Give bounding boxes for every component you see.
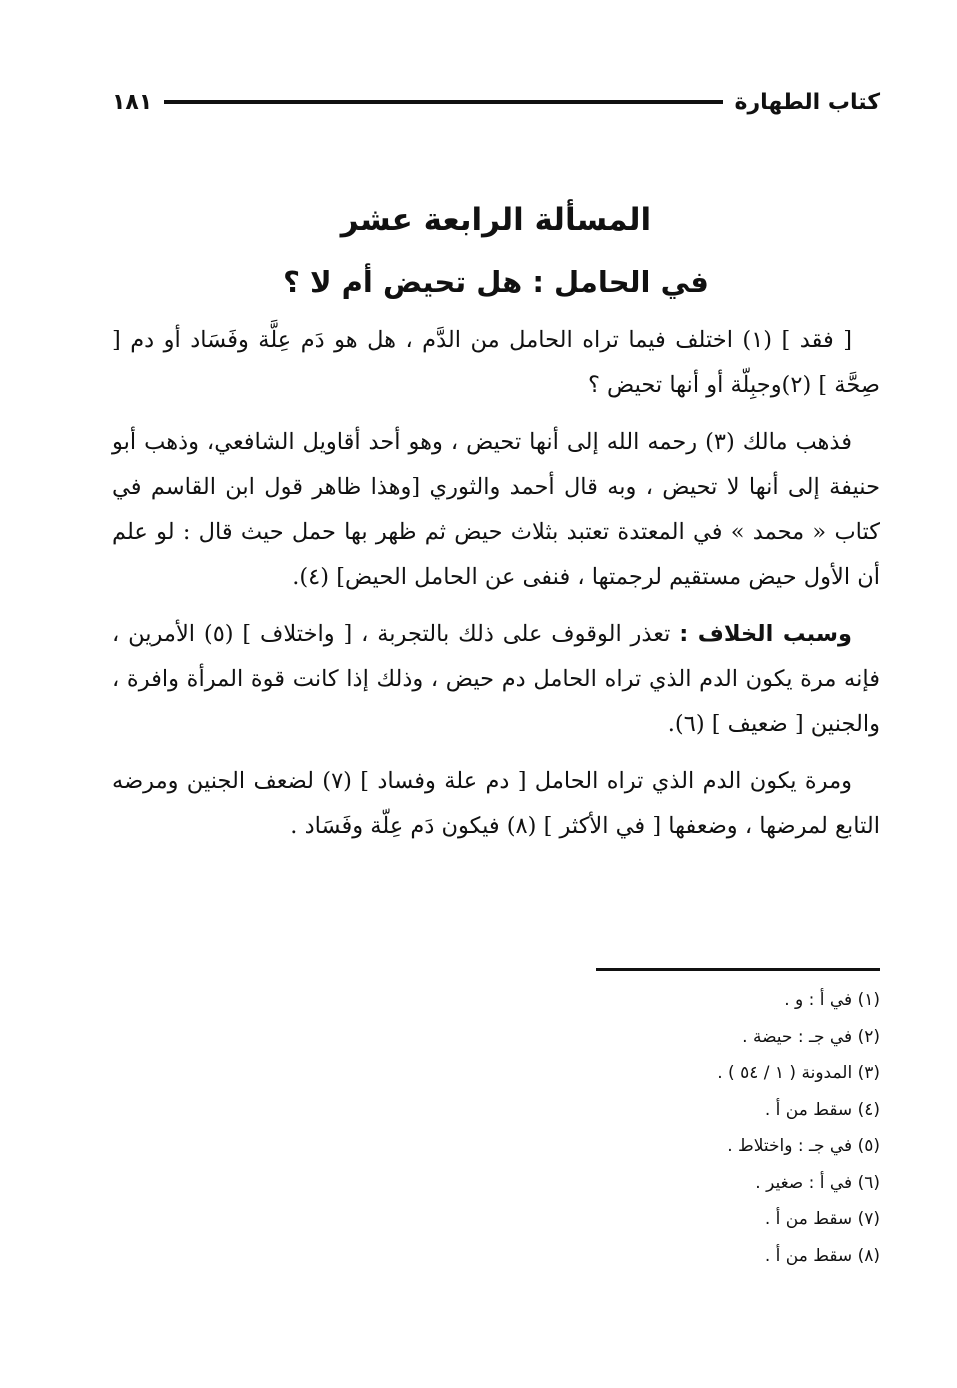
footnote-1: (١) في أ : و . <box>784 990 880 1010</box>
footnote-5: (٥) في جـ : واختلاط . <box>727 1136 880 1156</box>
footnote-7: (٧) سقط من أ . <box>764 1209 880 1229</box>
chapter-subheading: في الحامل : هل تحيض أم لا ؟ <box>283 265 709 299</box>
paragraph-3-text: تعذر الوقوف على ذلك بالتجربة ، [ واختلاف ] (٥) الأمرين ، فإنه مرة يكون الدم الذي تراه الحامل دم حيض ، وذلك إذا كانت قوة المرأة وافرة ، والجنين [ ضعيف ] (٦). <box>112 621 880 737</box>
footnote-3: (٣) المدونة ( ١ / ٥٤ ) . <box>717 1063 880 1083</box>
cause-term: وسبب الخلاف : <box>679 621 852 647</box>
footnote-6: (٦) في أ : صغير . <box>755 1172 880 1193</box>
footnote-4: (٤) سقط من أ . <box>764 1099 880 1120</box>
paragraph-3 <box>112 612 880 747</box>
running-header <box>112 82 880 122</box>
header-rule <box>164 100 722 104</box>
paragraph-2: فذهب مالك (٣) رحمه الله إلى أنها تحيض ، وهو أحد أقاويل الشافعي، وذهب أبو حنيفة إلى أنها لا تحيض ، وبه قال أحمد والثوري [وهذا ظاهر قول ابن القاسم في كتاب « محمد » في المعتدة تعتبد بثلاث حيض ثم ظهر بها حمل حيث قال : لو علم أن الأول حيض مستقيم لرجمتها ، فنفى عن الحامل الحيض] (٤). <box>112 429 880 590</box>
chapter-heading: المسألة الرابعة عشر <box>340 202 652 238</box>
body-text <box>112 318 880 861</box>
paragraph-1: [ فقد ] (١) اختلف فيما تراه الحامل من الدَّم ، هل هو دَم عِلَّة وفَسَاد أو دم [ صِحَّة ] (٢)وجبِلّة أو أنها تحيض ؟ <box>112 327 880 398</box>
paragraph-4: ومرة يكون الدم الذي تراه الحامل [ دم علة وفساد ] (٧) لضعف الجنين ومرضه التابع لمرضها ، وضعفها [ في الأكثر ] (٨) فيكون دَم عِلّة وفَسَاد . <box>112 768 880 839</box>
footnote-rule <box>596 968 880 971</box>
footnote-2: (٢) في جـ : حيضة . <box>742 1026 880 1047</box>
running-title: كتاب الطهارة <box>734 89 880 115</box>
footnote-8: (٨) سقط من أ . <box>764 1245 880 1266</box>
footnotes-list <box>500 982 880 1274</box>
page-number: ١٨١ <box>112 89 153 115</box>
